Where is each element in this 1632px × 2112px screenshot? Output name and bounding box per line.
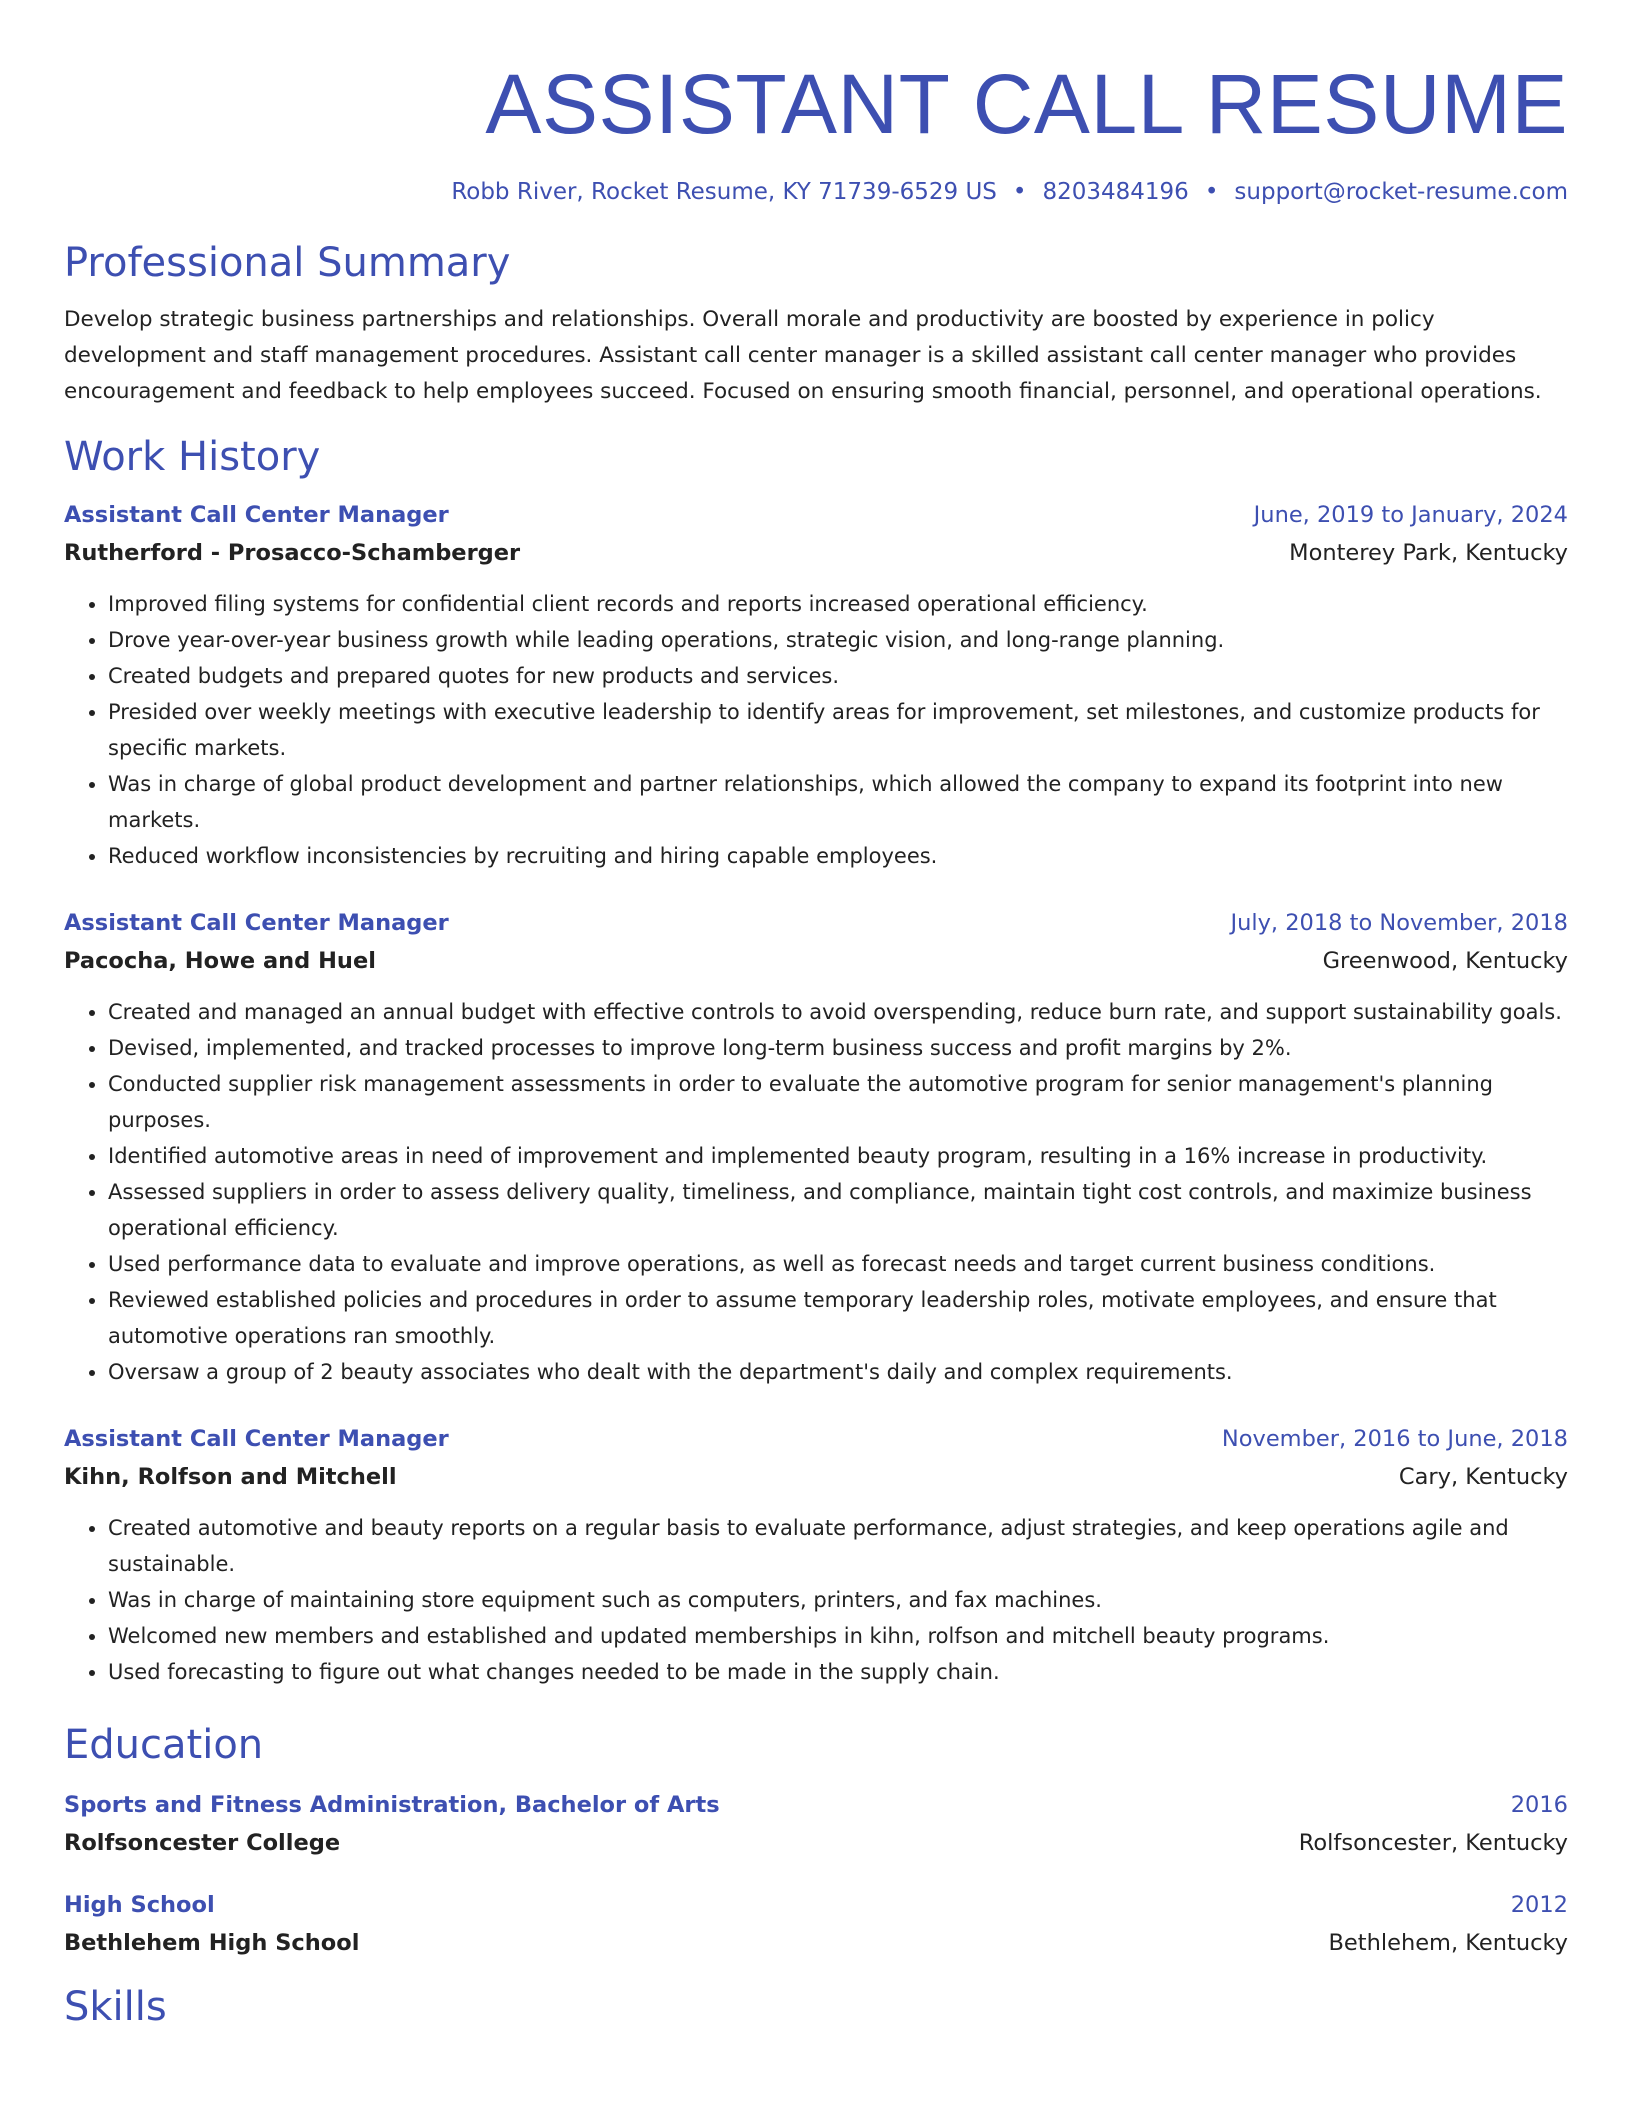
job-dates: November, 2016 to June, 2018	[1221, 1426, 1568, 1452]
summary-text: Develop strategic business partnerships and relationships. Overall morale and productivity are boosted by experience in policy development and staff management procedures. Assistant call center manager is a skilled assistant call center manager who provides encouragement and feedback to help employees succeed. Focused on ensuring smooth financial, personnel, and operational operations.	[64, 307, 1542, 404]
job-bullet: • Used forecasting to figure out what changes needed to be made in the supply chain.	[108, 1654, 1568, 1690]
job-bullets	[64, 1510, 1568, 1690]
job-bullet: • Identified automotive areas in need of improvement and implemented beauty program, resulting in a 16% increase in productivity.	[108, 1138, 1568, 1174]
job-bullet: • Devised, implemented, and tracked processes to improve long-term business success and profit margins by 2%.	[108, 1030, 1568, 1066]
job-location: Greenwood, Kentucky	[1322, 948, 1568, 974]
resume-title: ASSISTANT CALL RESUME	[485, 57, 1568, 151]
job-company: Rutherford - Prosacco-Schamberger	[64, 540, 521, 566]
education-school: Bethlehem High School	[64, 1930, 360, 1956]
job-bullet: • Welcomed new members and established and updated memberships in kihn, rolfson and mitchell beauty programs.	[108, 1618, 1568, 1654]
job-title: Assistant Call Center Manager	[64, 910, 449, 936]
job-dates: July, 2018 to November, 2018	[1230, 910, 1568, 936]
contact-phone: 8203484196	[1042, 179, 1189, 205]
education-location: Bethlehem, Kentucky	[1328, 1930, 1568, 1956]
job-bullet: • Improved filing systems for confidential client records and reports increased operational efficiency.	[108, 586, 1568, 622]
job-bullet: • Reviewed established policies and procedures in order to assume temporary leadership roles, motivate employees, and ensure that automotive operations ran smoothly.	[108, 1282, 1568, 1354]
education-school-row	[64, 1824, 1568, 1862]
job-bullet: • Created budgets and prepared quotes for new products and services.	[108, 658, 1568, 694]
education-year: 2016	[1510, 1792, 1568, 1818]
education-entry	[64, 1786, 1568, 1862]
education-header-row	[64, 1786, 1568, 1824]
job-entry	[64, 496, 1568, 874]
contact-line	[64, 176, 1568, 208]
job-location: Monterey Park, Kentucky	[1289, 540, 1568, 566]
job-bullet: • Was in charge of global product development and partner relationships, which allowed the company to expand its footprint into new markets.	[108, 766, 1568, 838]
education-school: Rolfsoncester College	[64, 1830, 341, 1856]
job-bullet: • Was in charge of maintaining store equipment such as computers, printers, and fax machines.	[108, 1582, 1568, 1618]
education-degree: Sports and Fitness Administration, Bachelor of Arts	[64, 1792, 720, 1818]
contact-address: Robb River, Rocket Resume, KY 71739-6529 US	[451, 179, 997, 205]
section-heading-work-history: Work History	[64, 434, 321, 480]
job-bullet: • Drove year-over-year business growth while leading operations, strategic vision, and long-range planning.	[108, 622, 1568, 658]
education-year: 2012	[1510, 1892, 1568, 1918]
section-heading-skills: Skills	[64, 1984, 167, 2030]
section-heading-education: Education	[64, 1722, 264, 1768]
education-header-row	[64, 1886, 1568, 1924]
contact-separator: •	[1204, 179, 1219, 205]
education-school-row	[64, 1924, 1568, 1962]
education-location: Rolfsoncester, Kentucky	[1298, 1830, 1568, 1856]
job-title: Assistant Call Center Manager	[64, 502, 449, 528]
job-bullet: • Assessed suppliers in order to assess delivery quality, timeliness, and compliance, maintain tight cost controls, and maximize business operational efficiency.	[108, 1174, 1568, 1246]
job-entry	[64, 904, 1568, 1390]
education-entry	[64, 1886, 1568, 1962]
job-dates: June, 2019 to January, 2024	[1253, 502, 1568, 528]
job-bullet: • Oversaw a group of 2 beauty associates who dealt with the department's daily and complex requirements.	[108, 1354, 1568, 1390]
education-degree: High School	[64, 1892, 215, 1918]
section-heading-summary: Professional Summary	[64, 240, 511, 286]
job-bullet: • Conducted supplier risk management assessments in order to evaluate the automotive program for senior management's planning purposes.	[108, 1066, 1568, 1138]
job-bullets	[64, 994, 1568, 1390]
job-company: Pacocha, Howe and Huel	[64, 948, 376, 974]
job-header-row	[64, 1420, 1568, 1458]
job-bullet: • Created automotive and beauty reports on a regular basis to evaluate performance, adjust strategies, and keep operations agile and sustainable.	[108, 1510, 1568, 1582]
job-bullet: • Reduced workflow inconsistencies by recruiting and hiring capable employees.	[108, 838, 1568, 874]
job-bullet: • Used performance data to evaluate and improve operations, as well as forecast needs and target current business conditions.	[108, 1246, 1568, 1282]
job-company-row	[64, 534, 1568, 572]
job-bullet: • Presided over weekly meetings with executive leadership to identify areas for improvement, set milestones, and customize products for specific markets.	[108, 694, 1568, 766]
job-title: Assistant Call Center Manager	[64, 1426, 449, 1452]
job-location: Cary, Kentucky	[1398, 1464, 1568, 1490]
job-bullet: • Created and managed an annual budget with effective controls to avoid overspending, reduce burn rate, and support sustainability goals.	[108, 994, 1568, 1030]
job-entry	[64, 1420, 1568, 1690]
job-company-row	[64, 942, 1568, 980]
job-header-row	[64, 496, 1568, 534]
contact-email: support@rocket-resume.com	[1234, 179, 1568, 205]
job-company: Kihn, Rolfson and Mitchell	[64, 1464, 397, 1490]
job-company-row	[64, 1458, 1568, 1496]
contact-separator: •	[1012, 179, 1027, 205]
job-bullets	[64, 586, 1568, 874]
resume-page	[64, 0, 1568, 2032]
job-header-row	[64, 904, 1568, 942]
